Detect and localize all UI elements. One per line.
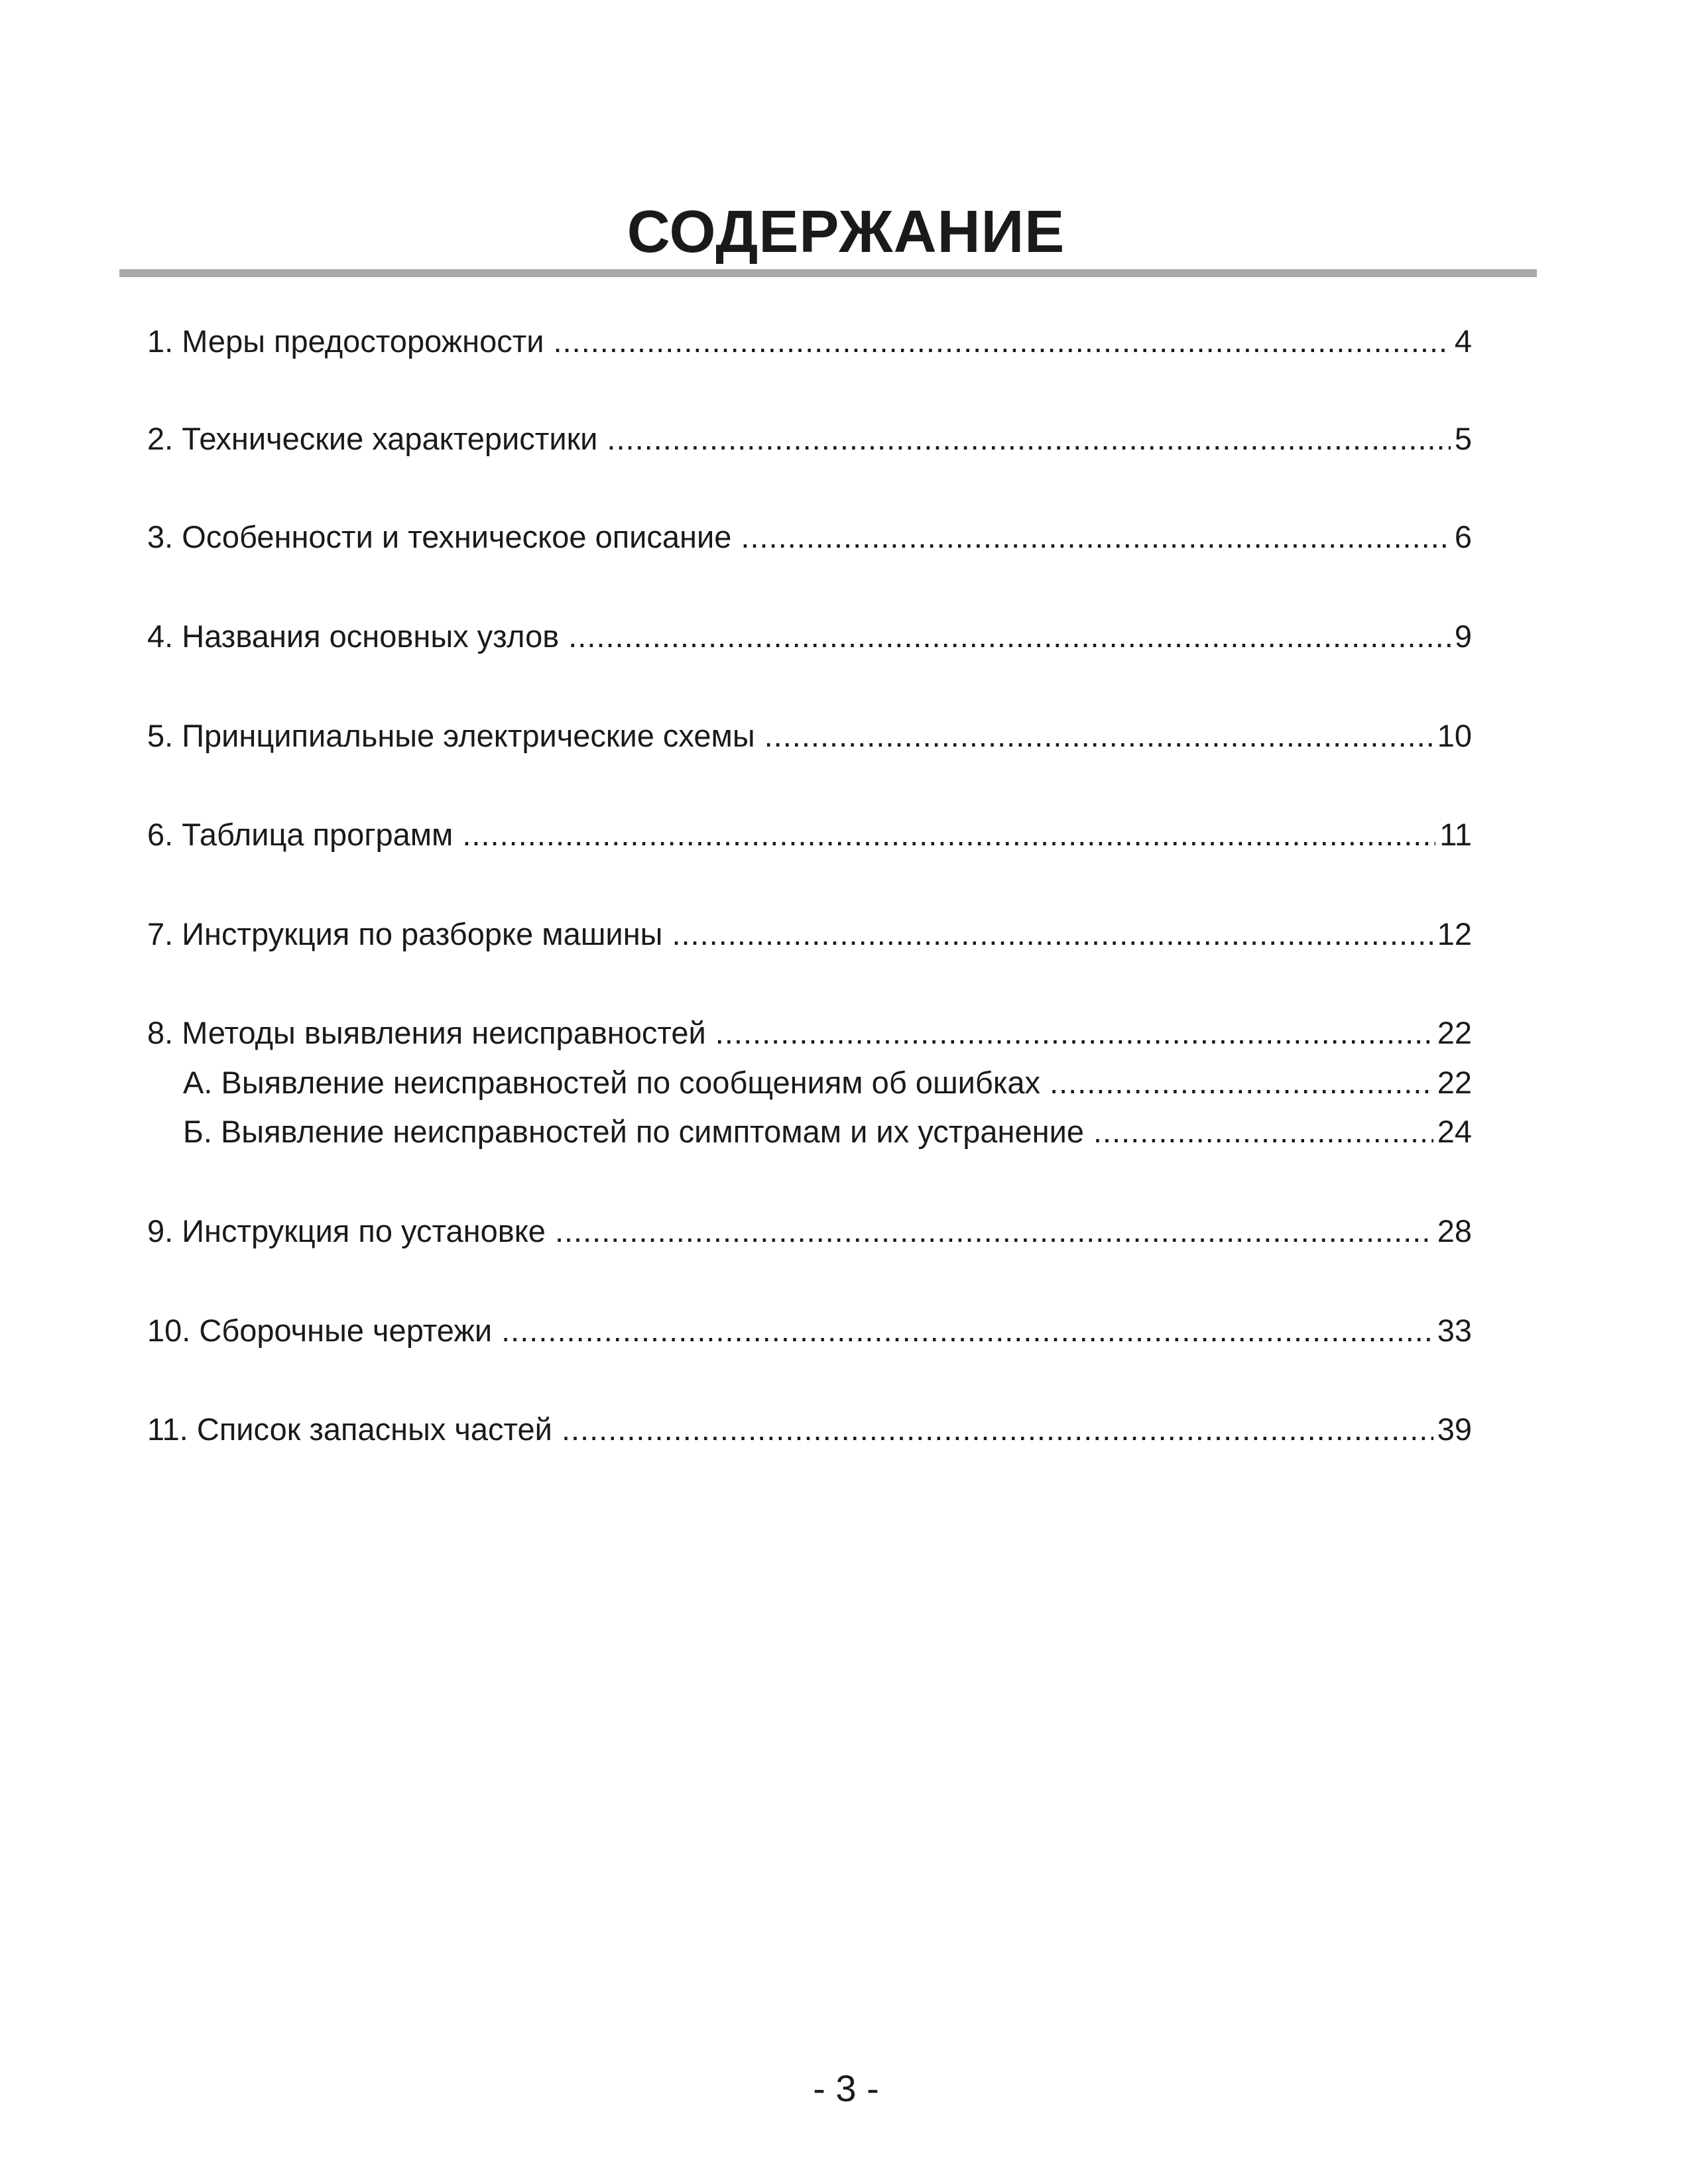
dot-leader [1093, 1111, 1433, 1153]
toc-entry-11[interactable] [147, 1408, 1472, 1451]
toc-subentry-8b[interactable] [183, 1111, 1472, 1153]
dot-leader [501, 1309, 1433, 1352]
toc-entry-10[interactable] [147, 1309, 1472, 1352]
toc-entry-label: 5. Принципиальные электрические схемы [147, 718, 755, 753]
toc-entry-2[interactable] [147, 418, 1472, 460]
toc-entry-label: Б. Выявление неисправностей по симптомам и их устранение [183, 1114, 1084, 1149]
dot-leader [672, 913, 1433, 955]
toc-entry-page: 11 [1439, 817, 1472, 852]
toc-entry-1[interactable] [147, 320, 1472, 363]
toc-entry-4[interactable] [147, 615, 1472, 658]
toc-entry-5[interactable] [147, 715, 1472, 757]
toc-entry-page: 22 [1437, 1015, 1472, 1050]
toc-entry-label: 3. Особенности и техническое описание [147, 519, 732, 554]
toc-entry-page: 12 [1437, 916, 1472, 951]
toc-entry-label: 11. Список запасных частей [147, 1412, 552, 1447]
toc-entry-7[interactable] [147, 913, 1472, 955]
toc-entry-page: 39 [1437, 1412, 1472, 1447]
toc-subentry-8a[interactable] [183, 1062, 1472, 1104]
toc-entry-label: 10. Сборочные чертежи [147, 1313, 493, 1348]
toc-entry-page: 10 [1437, 718, 1472, 753]
dot-leader [462, 814, 1435, 856]
dot-leader [1050, 1062, 1433, 1104]
toc-entry-6[interactable] [147, 814, 1472, 856]
toc-entry-3[interactable] [147, 516, 1472, 558]
toc-entry-label: 9. Инструкция по установке [147, 1213, 546, 1248]
toc-entry-page: 28 [1437, 1213, 1472, 1248]
toc-entry-page: 9 [1454, 619, 1472, 654]
dot-leader [562, 1408, 1433, 1451]
dot-leader [715, 1012, 1433, 1054]
dot-leader [555, 1210, 1433, 1252]
dot-leader [607, 418, 1450, 460]
toc-entry-page: 5 [1454, 421, 1472, 456]
page-title: СОДЕРЖАНИЕ [627, 199, 1065, 265]
toc-entry-page: 22 [1437, 1065, 1472, 1100]
toc-entry-page: 33 [1437, 1313, 1472, 1348]
page-number: - 3 - [813, 2067, 879, 2109]
toc-entry-label: 7. Инструкция по разборке машины [147, 916, 663, 951]
toc-entry-page: 4 [1454, 324, 1472, 359]
toc-entry-label: 8. Методы выявления неисправностей [147, 1015, 706, 1050]
dot-leader [764, 715, 1433, 757]
title-underline [119, 269, 1537, 277]
toc-entry-label: 1. Меры предосторожности [147, 324, 544, 359]
toc-entry-label: А. Выявление неисправностей по сообщениям об ошибках [183, 1065, 1041, 1100]
dot-leader [741, 516, 1450, 558]
toc-entry-label: 4. Названия основных узлов [147, 619, 560, 654]
toc-entry-9[interactable] [147, 1210, 1472, 1252]
toc-entry-8[interactable] [147, 1012, 1472, 1054]
toc-entry-page: 6 [1454, 519, 1472, 554]
toc-entry-label: 2. Технические характеристики [147, 421, 598, 456]
toc-entry-label: 6. Таблица программ [147, 817, 453, 852]
dot-leader [554, 320, 1451, 363]
dot-leader [568, 615, 1451, 658]
toc-entry-page: 24 [1437, 1114, 1472, 1149]
